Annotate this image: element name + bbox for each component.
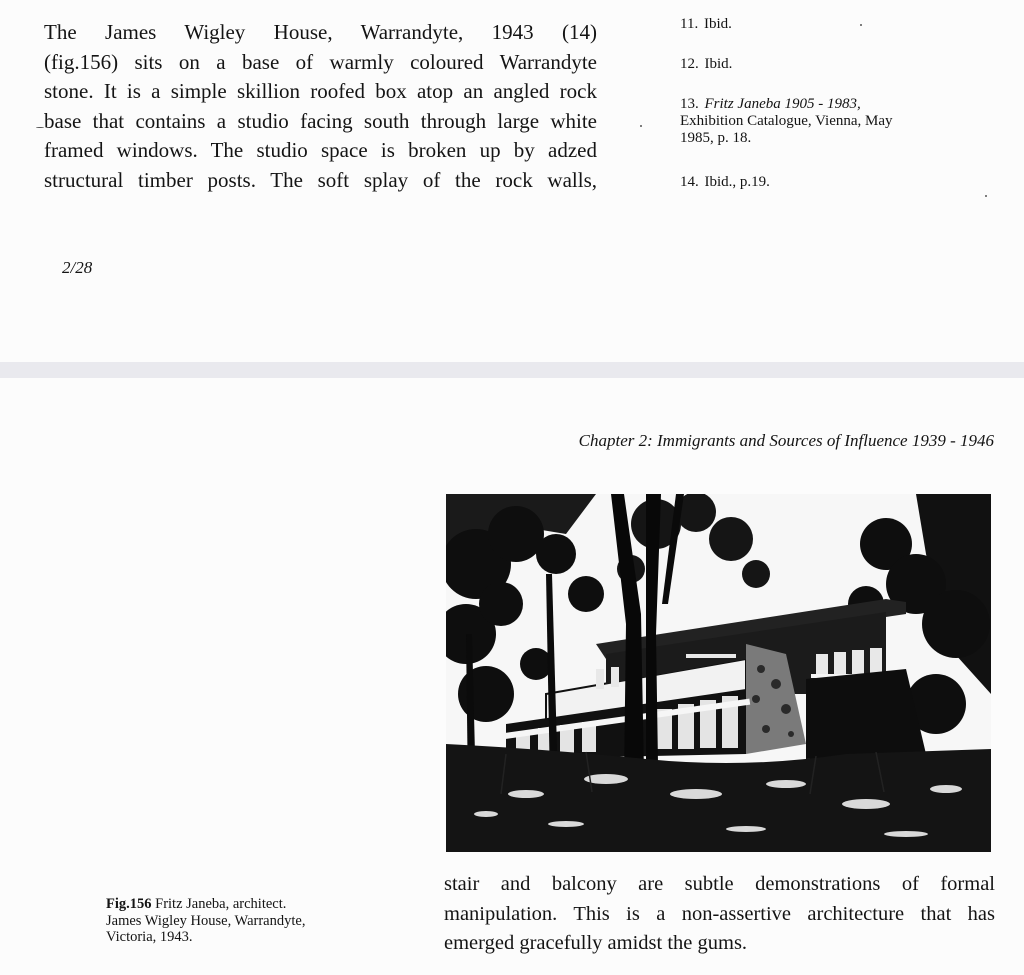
document-page-bottom <box>0 378 1024 975</box>
scan-mark <box>36 127 44 128</box>
body-paragraph <box>444 870 995 959</box>
footnote-14: 14. Ibid., p.19. <box>680 174 770 190</box>
page-number: 2/28 <box>62 258 93 277</box>
body-line: manipulation. This is a non-assertive architecture that has <box>444 902 995 925</box>
running-head: Chapter 2: Immigrants and Sources of Influence 1939 - 1946 <box>578 431 994 450</box>
house-photograph <box>446 494 991 852</box>
footnote-13: 13. Fritz Janeba 1905 - 1983, Exhibition Catalogue, Vienna, May 1985, p. 18. <box>680 96 893 146</box>
footnote-11: 11. Ibid. <box>680 16 732 32</box>
scan-mark <box>985 195 987 197</box>
scan-mark <box>860 24 862 26</box>
body-line: framed windows. The studio space is broken up by adzed <box>44 138 597 162</box>
body-line: base that contains a studio facing south through large white <box>44 108 597 133</box>
scan-mark <box>640 125 642 127</box>
body-line: The James Wigley House, Warrandyte, 1943 (14) <box>44 20 597 44</box>
body-line: stone. It is a simple skillion roofed box atop an angled rock <box>44 79 597 103</box>
body-line: (fig.156) sits on a base of warmly coloured Warrandyte <box>44 49 597 74</box>
body-line: stair and balcony are subtle demonstrations of formal <box>444 873 995 895</box>
document-page-top <box>0 0 1024 362</box>
footnote-12: 12. Ibid. <box>680 56 733 72</box>
body-line: emerged gracefully amidst the gums. <box>444 932 748 954</box>
body-paragraph <box>44 18 597 195</box>
body-line: structural timber posts. The soft splay of the rock walls, <box>44 167 597 192</box>
figure-caption: Fig.156 Fritz Janeba, architect. James Wigley House, Warrandyte, Victoria, 1943. <box>106 896 306 945</box>
